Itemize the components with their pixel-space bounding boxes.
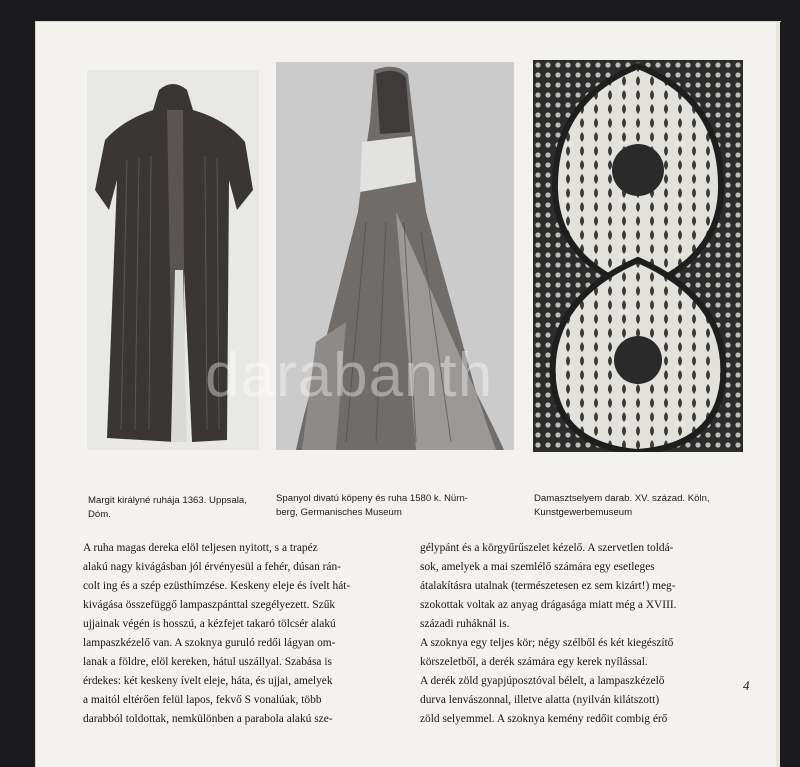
page-number: 4: [743, 678, 750, 693]
body-text-right-column: [420, 539, 760, 729]
text-line: körszeletből, a derék számára egy kerek nyílással.: [420, 656, 648, 668]
damask-silk-photo: [533, 60, 743, 452]
text-line: A derék zöld gyapjúposztóval bélelt, a lampaszkézelő: [420, 675, 665, 687]
text-line: lampaszkézelő van. A szoknya guruló redői lágyan om-: [83, 637, 336, 649]
text-line: érdekes: két keskeny ívelt eleje, háta, és ujjai, amelyek: [83, 675, 333, 687]
text-line: gélypánt és a körgyűrűszelet kézelő. A szervetlen toldá-: [420, 542, 674, 554]
damask-pattern-icon: [533, 60, 743, 452]
caption-line: Dóm.: [88, 509, 111, 520]
text-line: zöld selyemmel. A szoknya kemény redőit combig érő: [420, 713, 668, 725]
figure-caption-2: [276, 492, 516, 520]
text-line: darabból toldottak, nemkülönben a parabola alakú sze-: [83, 713, 333, 725]
caption-line: Damasztselyem darab. XV. század. Köln,: [534, 493, 710, 504]
watermark: darabanth: [205, 341, 494, 410]
figure-caption-1: [88, 494, 268, 522]
text-line: átalakításra utalnak (természetesen ez sem kizárt!) meg-: [420, 580, 676, 592]
text-line: A ruha magas dereka elöl teljesen nyitott, s a trapéz: [83, 542, 318, 554]
text-line: századi ruháknál is.: [420, 618, 510, 630]
text-line: szokottak voltak az anyag drágasága miatt még a XVIII.: [420, 599, 677, 611]
text-line: A szoknya egy teljes kör; négy szélből és két kiegészítő: [420, 637, 674, 649]
text-line: kivágása összefüggő lampaszpánttal szegélyezett. Szűk: [83, 599, 336, 611]
text-line: sok, amelyek a mai szemlélő számára egy esetleges: [420, 561, 655, 573]
caption-line: Margit királyné ruhája 1363. Uppsala,: [88, 495, 247, 506]
caption-line: berg, Germanisches Museum: [276, 507, 402, 518]
text-line: durva lenvászonnal, illetve alatta (nyilván kilátszott): [420, 694, 660, 706]
caption-line: Kunstgewerbemuseum: [534, 507, 633, 518]
text-line: lanak a földre, elöl kereken, hátul uszállyal. Szabása is: [83, 656, 332, 668]
background-strip: [780, 22, 800, 767]
text-line: alakú nagy kivágásban jól érvényesül a fehér, dúsan rán-: [83, 561, 341, 573]
caption-line: Spanyol divatú köpeny és ruha 1580 k. Nürn-: [276, 493, 468, 504]
text-line: a maitól eltérően felül lapos, fekvő S vonalúak, több: [83, 694, 322, 706]
body-text-left-column: [83, 539, 438, 729]
figure-caption-3: [534, 492, 746, 520]
text-line: colt ing és a szép ezüsthímzése. Keskeny eleje és ívelt hát-: [83, 580, 351, 592]
text-line: ujjainak végén is hosszú, a kézfejet takaró tölcsér alakú: [83, 618, 336, 630]
